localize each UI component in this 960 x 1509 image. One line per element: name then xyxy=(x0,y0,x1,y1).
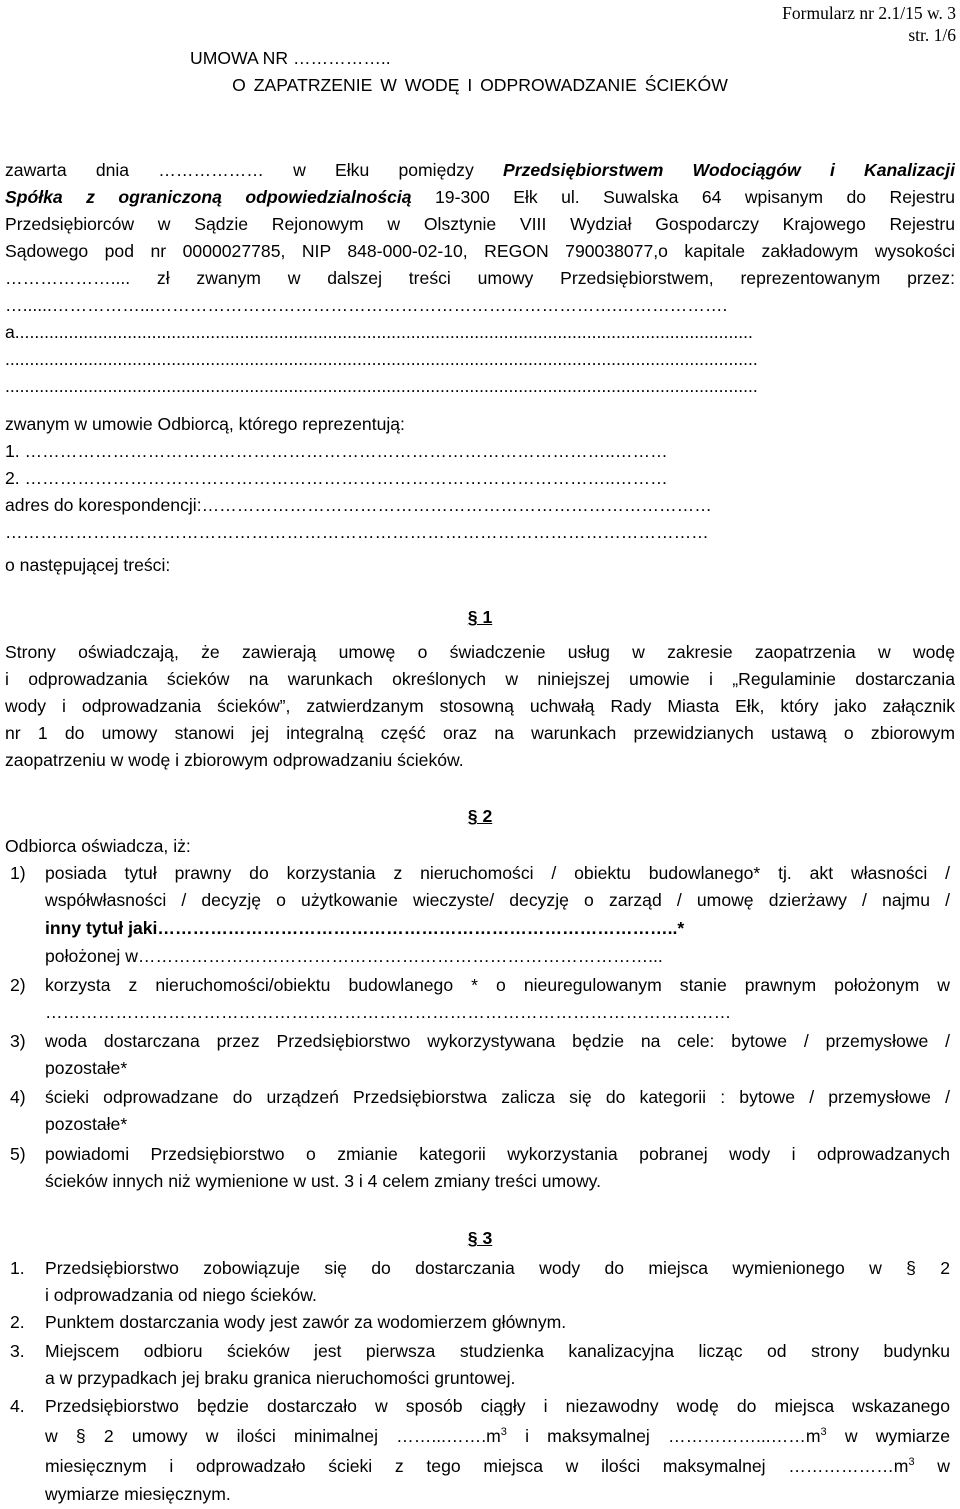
list-item-cont xyxy=(5,1169,955,1193)
item-text: Punktem dostarczania wody jest zawór za wodomierzem głównym. xyxy=(45,1312,567,1332)
recipient-clause: zwanym w umowie Odbiorcą, którego reprezentują: xyxy=(5,414,405,434)
intro-line-3: Przedsiębiorców w Sądzie Rejonowym w Olsztynie VIII Wydział Gospodarczy Krajowego Rejestru xyxy=(5,214,955,234)
unit-superscript: 3 xyxy=(500,1426,507,1439)
intro-line-4: Sądowego pod nr 0000027785, NIP 848-000-02-10, REGON 790038077,o kapitale zakładowym wysokości xyxy=(5,241,955,261)
item-number: 5) xyxy=(10,1144,26,1164)
unit-superscript: 3 xyxy=(820,1426,827,1439)
form-reference: Formularz nr 2.1/15 w. 3 xyxy=(782,3,956,23)
company-address: 19-300 Ełk ul. Suwalska 64 wpisanym do Rejestru xyxy=(411,187,955,207)
representative-field: …......……………...…………………………………………………………………….………………. xyxy=(5,295,728,315)
minimum-maximum-quantity-line xyxy=(45,1424,950,1448)
list-item xyxy=(5,1310,955,1334)
item-text: wymiarze miesięcznym. xyxy=(45,1484,231,1504)
section-1-line: wody i odprowadzania ścieków”, zatwierdzanym stosowną uchwałą Rady Miasta Ełk, który jako załącznik xyxy=(5,696,955,716)
list-item xyxy=(5,1394,955,1418)
section-2-heading: § 2 xyxy=(467,806,493,826)
list-item-cont xyxy=(5,1056,955,1080)
content-intro: o następującej treści: xyxy=(5,555,171,575)
section-3-heading: § 3 xyxy=(467,1228,493,1248)
sewage-quantity-field: miesięcznym i odprowadzało ścieki z tego miejsca w ilości maksymalnej ………………m xyxy=(45,1456,909,1476)
company-form: Spółka z ograniczoną odpowiedzialnością xyxy=(5,187,412,207)
item-number: 1. xyxy=(10,1258,25,1278)
maximum-quantity-field: i maksymalnej ……………...……m xyxy=(506,1426,821,1446)
item-text: Przedsiębiorstwo zobowiązuje się do dostarczania wody do miejsca wymienionego w § 2 xyxy=(45,1258,950,1278)
representative-2-field: 2. ………………………………………………………………………………………..……… xyxy=(5,468,668,488)
location-field: położonej w……………………………………………………………………………... xyxy=(45,946,663,966)
unit-superscript: 3 xyxy=(908,1456,915,1469)
item-text: ścieków innych niż wymienione w ust. 3 i 4 celem zmiany treści umowy. xyxy=(45,1171,602,1191)
item-text: korzysta z nieruchomości/obiektu budowlanego * o nieuregulowanym stanie prawnym położonym w xyxy=(45,975,950,995)
location-field: ……………………………………………………………………………………………………… xyxy=(45,1002,732,1022)
list-item-cont xyxy=(5,1283,955,1307)
list-item xyxy=(5,861,955,885)
item-number: 1) xyxy=(10,863,26,883)
list-item xyxy=(5,1339,955,1363)
item-text: Miejscem odbioru ścieków jest pierwsza studzienka kanalizacyjna licząc od strony budynku xyxy=(45,1341,950,1361)
item-number: 3. xyxy=(10,1341,25,1361)
item-text: a w przypadkach jej braku granica nieruchomości gruntowej. xyxy=(45,1368,516,1388)
correspondence-address-field: adres do korespondencji:…………………………………………………………………………… xyxy=(5,495,712,515)
intro-line-5: ……………….... zł zwanym w dalszej treści umowy Przedsiębiorstwem, reprezentowanym przez: xyxy=(5,268,955,288)
title-line-1: UMOWA NR …………….. xyxy=(190,48,391,68)
list-item xyxy=(5,1029,955,1053)
item-number: 3) xyxy=(10,1031,26,1051)
sewage-quantity-line xyxy=(45,1454,950,1478)
list-item-cont xyxy=(5,916,955,940)
company-name: Przedsiębiorstwem Wodociągów i Kanalizacji xyxy=(502,160,955,180)
section-2-lead: Odbiorca oświadcza, iż: xyxy=(5,836,191,856)
section-1-line: zaopatrzeniu w wodę i zbiorowym odprowadzaniu ścieków. xyxy=(5,750,464,770)
section-1-line: nr 1 do umowy stanowi jej integralną część oraz na warunkach przewidzianych ustawą o zbiorowym xyxy=(5,723,955,743)
item-text: ścieki odprowadzane do urządzeń Przedsiębiorstwa zalicza się do kategorii : bytowe / przemysłowe / xyxy=(45,1087,950,1107)
item-text: i odprowadzania od niego ścieków. xyxy=(45,1285,317,1305)
item-text: posiada tytuł prawny do korzystania z nieruchomości / obiektu budowlanego* tj. akt własności / xyxy=(45,863,950,883)
counterparty-field-2: .......................................................................................................................................................... xyxy=(5,349,758,369)
item-number: 2) xyxy=(10,975,26,995)
list-item-cont xyxy=(5,1424,955,1448)
title-type-field: inny tytuł jaki……………………………………………………………………………..* xyxy=(45,918,685,938)
section-1-line: Strony oświadczają, że zawierają umowę o świadczenie usług w zakresie zaopatrzenia w wodę xyxy=(5,642,955,662)
minimum-quantity-field: w § 2 umowy w ilości minimalnej ……...…….m xyxy=(45,1426,501,1446)
list-item xyxy=(5,1256,955,1280)
item-text: w xyxy=(914,1456,950,1476)
list-item-cont xyxy=(5,944,955,968)
item-text: pozostałe* xyxy=(45,1058,128,1078)
representative-1-field: 1. ………………………………………………………………………………………..……… xyxy=(5,441,668,461)
item-text: w wymiarze xyxy=(826,1426,950,1446)
counterparty-field: a....................................................................................................................................................... xyxy=(5,322,753,342)
section-1-line: i odprowadzania ścieków na warunkach określonych w niniejszej umowie i „Regulaminie dostarczania xyxy=(5,669,955,689)
item-number: 2. xyxy=(10,1312,25,1332)
list-item xyxy=(5,1085,955,1109)
list-item-cont xyxy=(5,1000,955,1024)
item-number: 4. xyxy=(10,1396,25,1416)
section-1-heading: § 1 xyxy=(467,607,493,627)
item-text: Przedsiębiorstwo będzie dostarczało w sposób ciągły i niezawodny wodę do miejsca wskazanego xyxy=(45,1396,950,1416)
list-item-cont xyxy=(5,1366,955,1390)
intro-line-1 xyxy=(5,158,955,182)
item-number: 4) xyxy=(10,1087,26,1107)
list-item-cont xyxy=(5,888,955,912)
list-item xyxy=(5,1142,955,1166)
list-item-cont xyxy=(5,1482,955,1506)
counterparty-field-3: .......................................................................................................................................................... xyxy=(5,376,758,396)
page-number: str. 1/6 xyxy=(908,25,956,45)
intro-text: zawarta dnia ……………… w Ełku pomiędzy xyxy=(5,160,503,180)
item-text: pozostałe* xyxy=(45,1114,128,1134)
item-text: woda dostarczana przez Przedsiębiorstwo wykorzystywana będzie na cele: bytowe / przemysłowe / xyxy=(45,1031,950,1051)
list-item-cont xyxy=(5,1454,955,1478)
list-item-cont xyxy=(5,1112,955,1136)
list-item xyxy=(5,973,955,997)
item-text: współwłasności / decyzję o użytkowanie wieczyste/ decyzję o zarząd / umowę dzierżawy / najmu / xyxy=(45,890,950,910)
intro-line-2 xyxy=(5,185,955,209)
title-line-2: O ZAPATRZENIE W WODĘ I ODPROWADZANIE ŚCIEKÓW xyxy=(232,75,728,95)
item-text: powiadomi Przedsiębiorstwo o zmianie kategorii wykorzystania pobranej wody i odprowadzanych xyxy=(45,1144,950,1164)
correspondence-address-field-2: ………………………………………………………………………………………………………… xyxy=(5,522,709,542)
